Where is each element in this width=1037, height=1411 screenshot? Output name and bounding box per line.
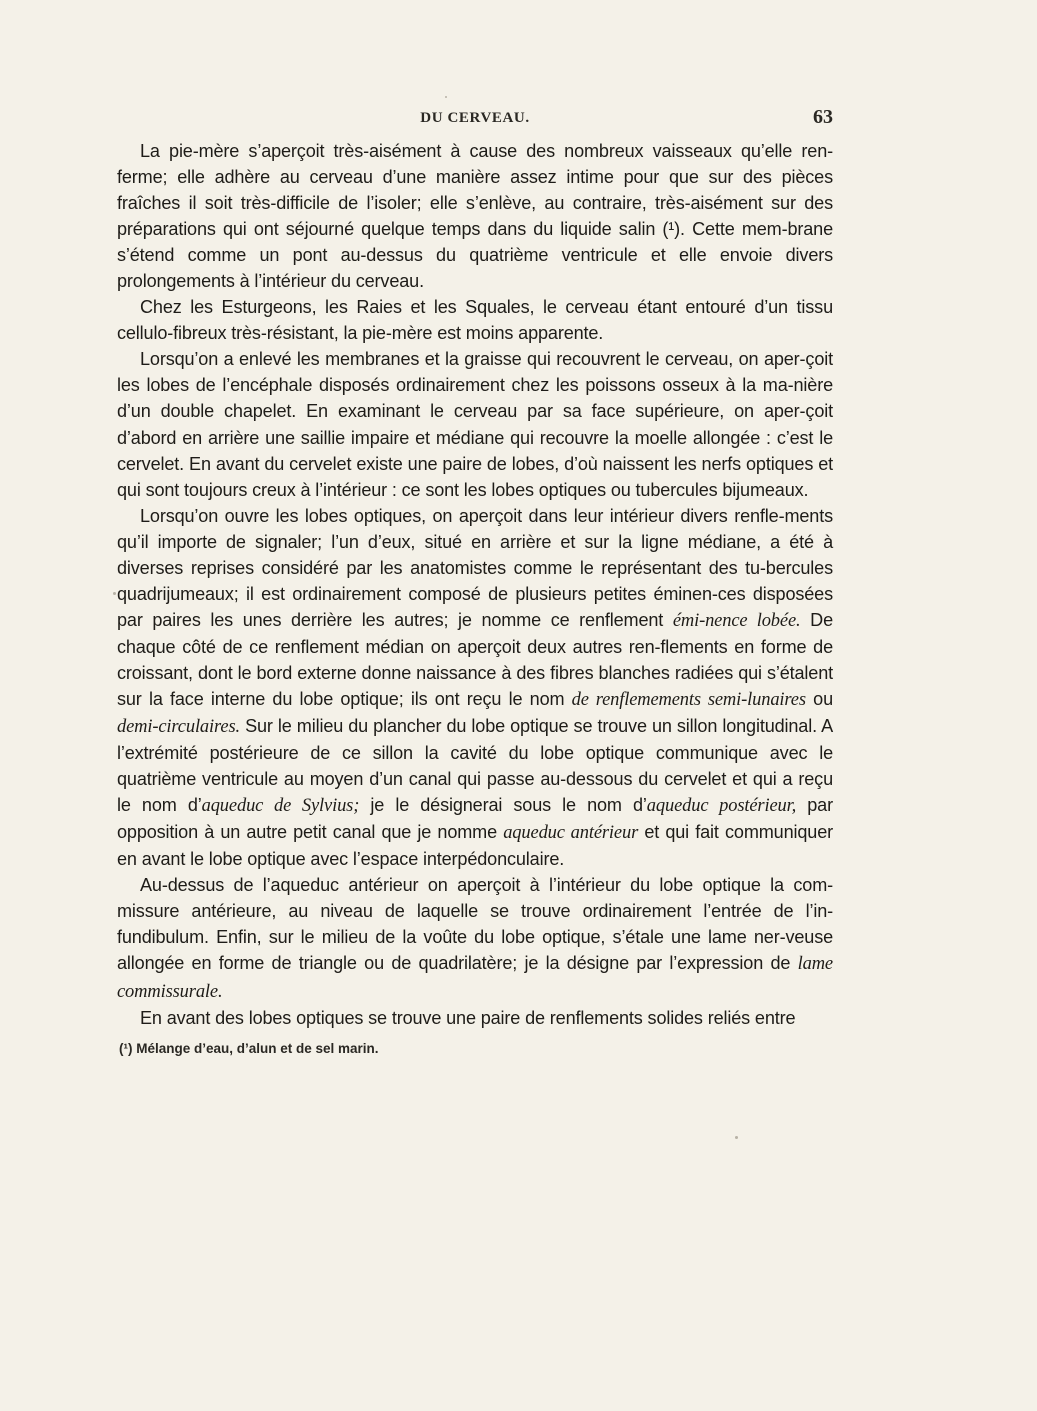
text-run: ou bbox=[805, 688, 833, 709]
text-run: Sur le milieu du plancher du lobe optique se trouve un sillon longitudinal. A l’extrémité postérieure de ce sillon la cavité du lobe optique communique avec le quatrième ventricule au moyen d’un canal qui passe au-dessous du cervelet et qui a reçu le nom d’ bbox=[117, 716, 833, 816]
text-run: La pie-mère s’aperçoit très-aisément à cause des nombreux vaisseaux qu’elle ren-ferme; elle adhère au cerveau d’une manière assez intime pour que sur des pièces fraîches il soit très-difficile de l’isoler; elle s’enlève, au contraire, très-aisément sur des préparations qui ont séjourné quelque temps dans du liquide salin (¹). Cette mem-brane s’étend comme un pont au-dessus du quatrième ventricule et elle envoie divers prolongements à l’intérieur du cerveau. bbox=[117, 141, 833, 292]
italic-term: aqueduc postérieur, bbox=[646, 796, 797, 817]
text-run: par opposition à un autre petit canal que je nomme bbox=[117, 795, 833, 843]
text-run: Au-dessus de l’aqueduc antérieur on aperçoit à l’intérieur du lobe optique la com-missure antérieure, au niveau de laquelle se trouve ordinairement l’entrée de l’in-fundibulum. Enfin, sur le milieu de la voûte du lobe optique, s’étale une lame ner-veuse allongée en forme de triangle ou de quadrilatère; je la désigne par l’expression de bbox=[117, 875, 833, 974]
italic-term: de renflemements semi-lunaires bbox=[571, 689, 806, 710]
speck-mark bbox=[735, 1136, 738, 1139]
text-run: je le désignerai sous le nom d’ bbox=[359, 795, 647, 816]
text-run: Chez les Esturgeons, les Raies et les Squales, le cerveau étant entouré d’un tissu cellulo-fibreux très-résistant, la pie-mère est moins apparente. bbox=[117, 297, 833, 344]
italic-term: lame commissurale. bbox=[117, 954, 833, 1002]
paragraph bbox=[117, 503, 833, 873]
running-title: DU CERVEAU. bbox=[420, 110, 530, 126]
text-run: Lorsqu’on ouvre les lobes optiques, on aperçoit dans leur intérieur divers renfle-ments qu’il importe de signaler; l’un d’eux, situé en arrière et sur la ligne médiane, a été à diverses reprises considéré par les anatomistes comme le représentant des tu-bercules quadrijumeaux; il est ordinairement composé de plusieurs petites éminen-ces disposées par paires les unes derrière les autres; je nomme ce renflement bbox=[117, 505, 833, 630]
text-run: et qui fait communiquer en avant le lobe optique avec l’espace interpédonculaire. bbox=[117, 822, 833, 870]
page-number: 63 bbox=[813, 106, 833, 128]
italic-term: aqueduc de Sylvius; bbox=[201, 796, 360, 817]
paragraph bbox=[117, 872, 833, 1004]
speck-mark bbox=[113, 592, 116, 595]
text-run: Lorsqu’on a enlevé les membranes et la graisse qui recouvrent le cerveau, on aper-çoit les lobes de l’encéphale disposés ordinairement chez les poissons osseux à la ma-nière d’un double chapelet. En examinant le cerveau par sa face supérieure, on aper-çoit d’abord en arrière une saillie impaire et médiane qui recouvre la moelle allongée : c’est le cervelet. En avant du cervelet existe une paire de lobes, d’où naissent les nerfs optiques et qui sont toujours creux à l’intérieur : ce sont les lobes optiques ou tubercules bijumeaux. bbox=[117, 349, 833, 500]
paragraph bbox=[117, 138, 833, 294]
italic-term: aqueduc antérieur bbox=[503, 823, 639, 844]
paragraph bbox=[117, 346, 833, 502]
paragraph bbox=[117, 294, 833, 346]
speck-mark bbox=[445, 96, 447, 98]
italic-term: émi-nence lobée. bbox=[672, 610, 801, 631]
book-page bbox=[117, 104, 833, 1056]
text-run: De chaque côté de ce renflement médian on aperçoit deux autres ren-flements en forme de croissant, dont le bord externe donne naissance à des fibres blanches radiées qui s’étalent sur la face interne du lobe optique; ils ont reçu le nom bbox=[117, 609, 833, 709]
italic-term: demi-circulaires. bbox=[117, 717, 240, 738]
running-head bbox=[117, 104, 833, 138]
paragraph bbox=[117, 1005, 833, 1031]
body-text bbox=[117, 138, 833, 1031]
text-run: En avant des lobes optiques se trouve une paire de renflements solides reliés entre bbox=[140, 1007, 796, 1028]
footnote: (¹) Mélange d’eau, d’alun et de sel marin. bbox=[119, 1040, 379, 1056]
